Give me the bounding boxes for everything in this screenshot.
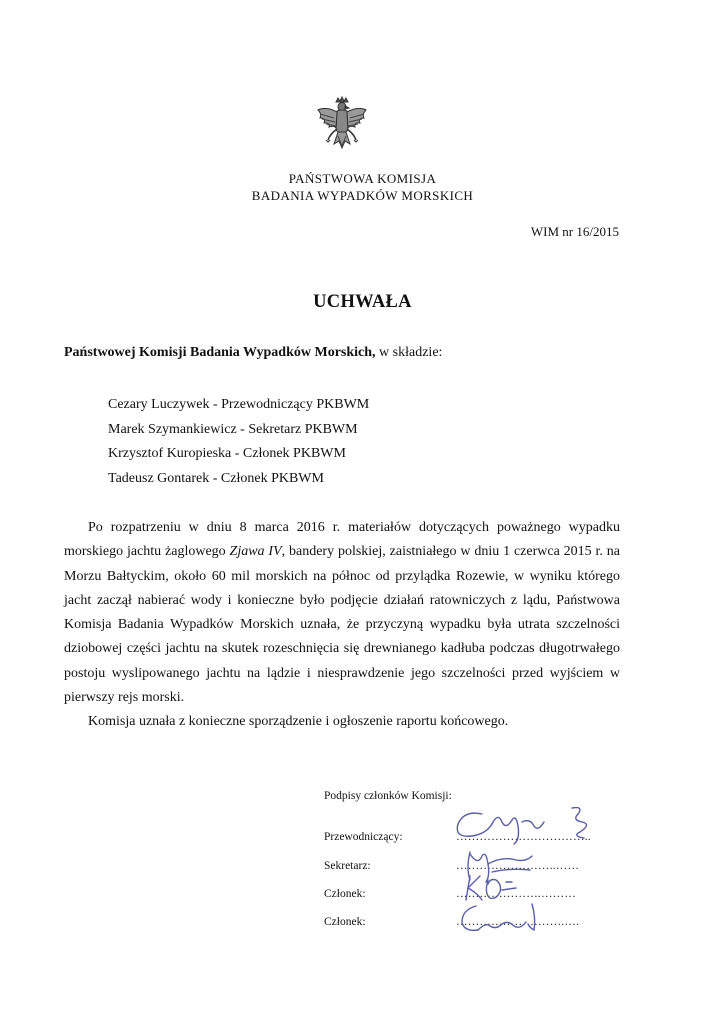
signatures-header: Podpisy członków Komisji: (324, 790, 452, 802)
signature-row-chairman (324, 831, 591, 843)
member-item: Cezary Luczywek - Przewodniczący PKBWM (108, 397, 370, 412)
vessel-name: Zjawa IV (229, 544, 282, 560)
signature-row-member-2 (324, 916, 580, 928)
signature-row-member-1 (324, 888, 577, 900)
signature-label: Członek: (324, 916, 366, 928)
reference-number: WIM nr 16/2015 (530, 224, 619, 239)
member-item: Marek Szymankiewicz - Sekretarz PKBWM (108, 421, 358, 437)
member-item: Krzysztof Kuropieska - Członek PKBWM (108, 446, 346, 461)
signature-line: ………………….……… (456, 888, 577, 900)
agency-name-line2: BADANIA WYPADKÓW MORSKICH (251, 188, 474, 203)
signature-label: Sekretarz: (324, 860, 371, 872)
signature-label: Członek: (324, 888, 366, 900)
intro-line (64, 345, 442, 361)
signature-row-secretary (324, 860, 580, 872)
signature-line: ……………………….…. (456, 916, 580, 928)
document-title: UCHWAŁA (313, 292, 412, 312)
intro-bold: Państwowej Komisji Badania Wypadków Morskich, (64, 345, 376, 360)
member-2-signature-icon (456, 898, 556, 936)
member-list (108, 396, 369, 494)
paragraph-2: Komisja uznała z konieczne sporządzenie i ogłoszenie raportu końcowego. (88, 714, 509, 730)
agency-name-line1: PAŃSTWOWA KOMISJA (288, 171, 437, 186)
paragraph-1-part-a: Po rozpatrzeniu w dniu 8 marca 2016 r. materiałów dotyczących poważnego wypadku morskiego jachtu żaglowego (64, 520, 620, 560)
member-item: Tadeusz Gontarek - Członek PKBWM (108, 470, 324, 486)
chairman-signature-icon (452, 800, 602, 850)
polish-eagle-emblem-icon (312, 96, 372, 154)
paragraph-1-part-b: , bandery polskiej, zaistniałego w dniu 1 czerwca 2015 r. na Morzu Bałtyckim, około 60 mil morskich na północ od przylądka Rozewie, w wyniku którego jacht zaczął nabierać wody i konieczne było podjęcie działań ratowniczych z lądu, Państwowa Komisja Badania Wypadków Morskich uznała, że przyczyną wypadku była utrata szczelności dziobowej części jachtu na skutek rozeschnięcia się drewnianego kadłuba podczas długotrwałego postoju wyslipowanego jachtu na lądzie i niesprawdzenie jego szczelności przed wyjściem w pierwszy rejs morski. (64, 544, 620, 706)
resolution-body (64, 516, 620, 735)
signature-label: Przewodniczący: (324, 831, 403, 843)
signature-line: ……………………..…… (456, 860, 580, 872)
intro-rest: w składzie: (375, 345, 443, 360)
paragraph-1 (64, 516, 620, 710)
signature-line: …………………………….. (456, 831, 591, 843)
